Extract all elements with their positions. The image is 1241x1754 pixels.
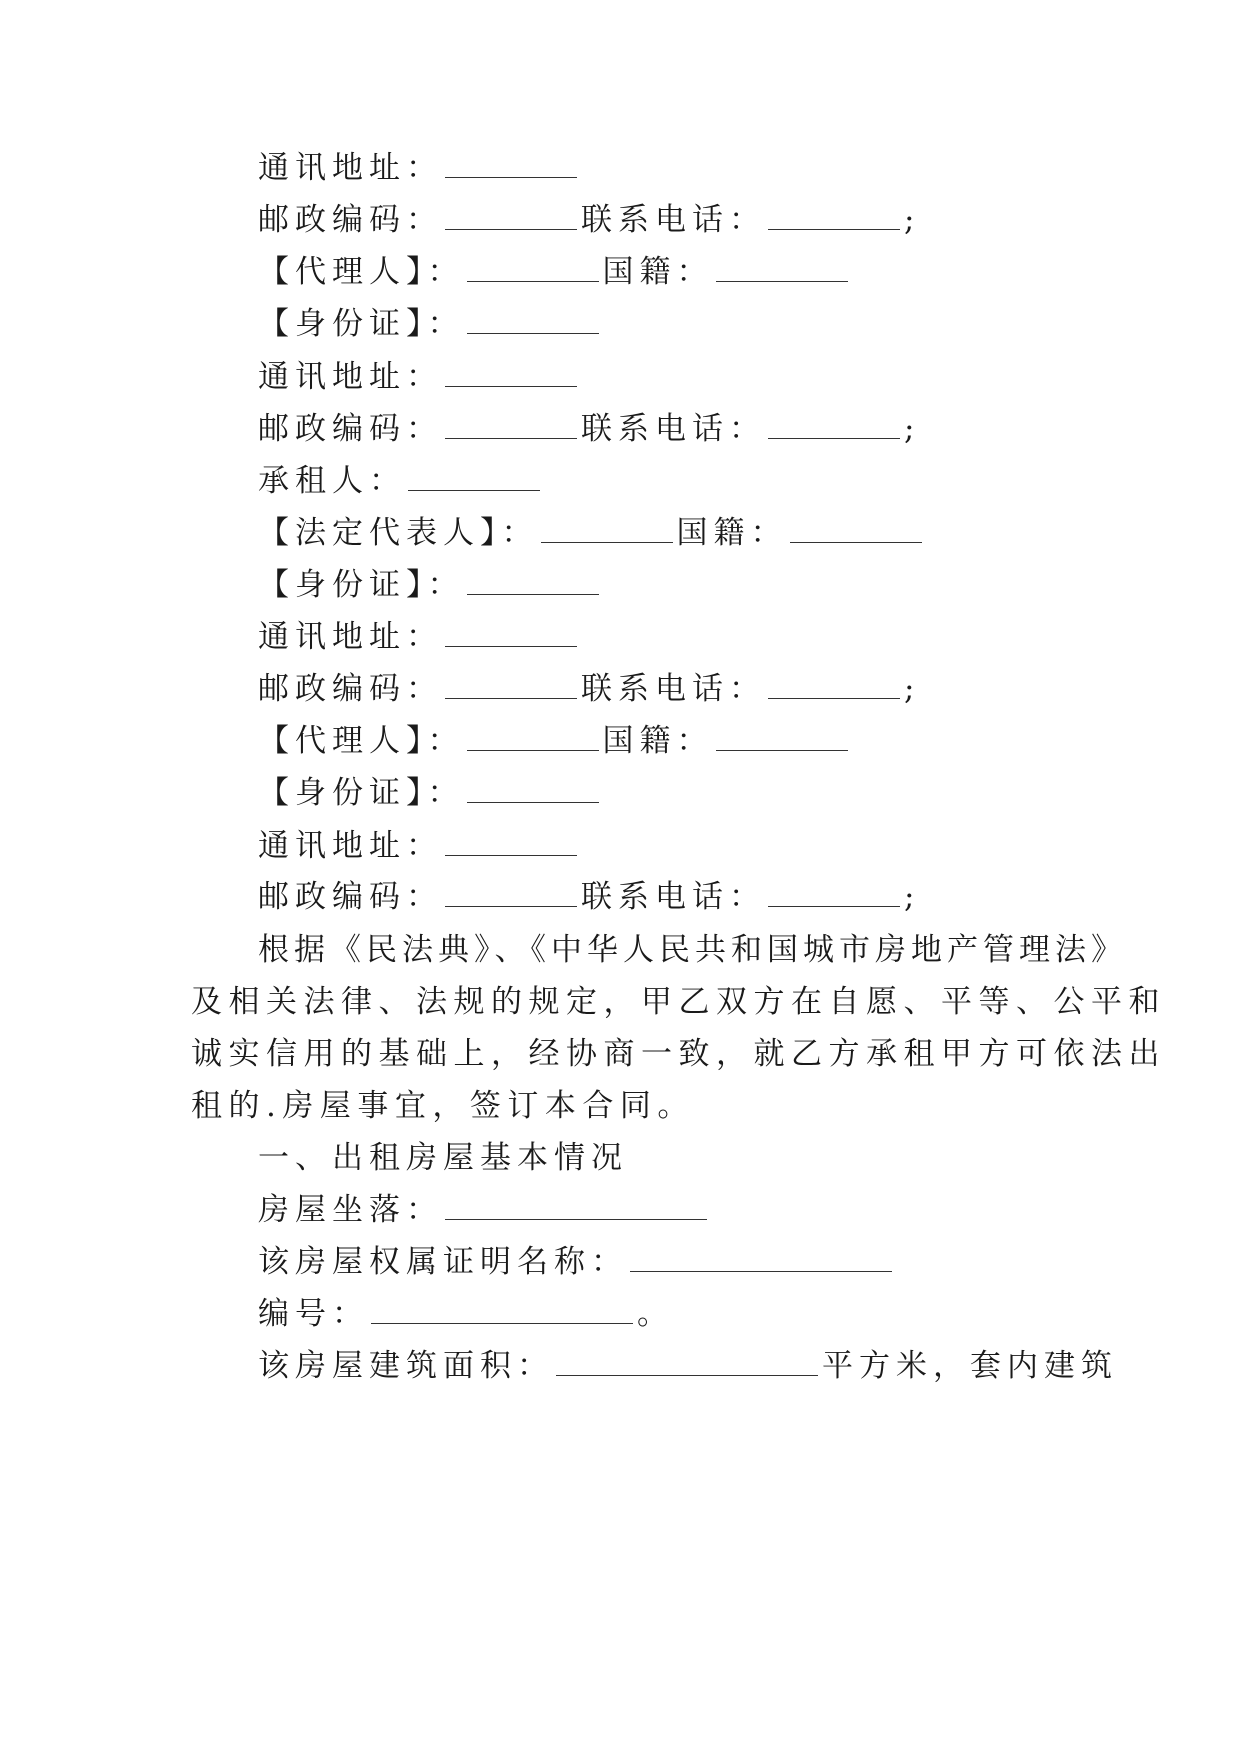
address-label: 通讯地址：: [258, 359, 443, 395]
cert-label: 该房屋权属证明名称：: [258, 1244, 628, 1280]
nationality-blank[interactable]: [716, 255, 848, 282]
agent-label: 【代理人】：: [258, 254, 465, 290]
legal-rep-blank[interactable]: [541, 516, 673, 543]
cert-line: [258, 1242, 896, 1282]
paragraph-text: 租的.房屋事宜，签订本合同。: [191, 1088, 695, 1124]
id-card-blank[interactable]: [467, 776, 599, 803]
line-end-semicolon: ;: [904, 411, 921, 447]
section-heading: [258, 1138, 628, 1178]
postcode-blank[interactable]: [445, 412, 577, 439]
tenant-blank[interactable]: [408, 464, 540, 491]
phone-blank[interactable]: [768, 672, 900, 699]
address-line: [258, 148, 581, 188]
cert-blank[interactable]: [630, 1245, 892, 1272]
address-line: [258, 357, 581, 397]
postcode-blank[interactable]: [445, 880, 577, 907]
id-card-line: [258, 304, 603, 344]
postcode-label: 邮政编码：: [258, 671, 443, 707]
address-line: [258, 826, 581, 866]
line-end-semicolon: ;: [904, 202, 921, 238]
agent-blank[interactable]: [467, 255, 599, 282]
agent-line: [258, 721, 852, 761]
location-blank[interactable]: [445, 1193, 707, 1220]
section-heading-text: 一、出租房屋基本情况: [258, 1140, 628, 1176]
legal-rep-label: 【法定代表人】：: [258, 515, 539, 551]
number-blank[interactable]: [371, 1297, 633, 1324]
phone-label: 联系电话：: [581, 671, 766, 707]
agent-label: 【代理人】：: [258, 723, 465, 759]
area-label: 该房屋建筑面积：: [258, 1348, 554, 1384]
id-card-label: 【身份证】：: [258, 306, 465, 342]
nationality-label: 国籍：: [602, 254, 714, 290]
id-card-line: [258, 565, 603, 605]
postcode-label: 邮政编码：: [258, 879, 443, 915]
legal-rep-line: [258, 513, 926, 553]
address-label: 通讯地址：: [258, 828, 443, 864]
line-end-semicolon: ;: [904, 671, 921, 707]
address-label: 通讯地址：: [258, 619, 443, 655]
phone-label: 联系电话：: [581, 411, 766, 447]
address-label: 通讯地址：: [258, 150, 443, 186]
postcode-label: 邮政编码：: [258, 411, 443, 447]
nationality-blank[interactable]: [790, 516, 922, 543]
number-line: [258, 1294, 674, 1334]
postcode-label: 邮政编码：: [258, 202, 443, 238]
number-label: 编号：: [258, 1296, 369, 1332]
id-card-line: [258, 773, 603, 813]
area-tail: 平方米，套内建筑: [822, 1348, 1118, 1384]
phone-label: 联系电话：: [581, 202, 766, 238]
postcode-blank[interactable]: [445, 672, 577, 699]
id-card-blank[interactable]: [467, 568, 599, 595]
line-end-semicolon: ;: [904, 879, 921, 915]
postcode-blank[interactable]: [445, 203, 577, 230]
paragraph-text: 根据《民法典》、《中华人民共和国城市房地产管理法》: [258, 932, 1127, 968]
phone-blank[interactable]: [768, 203, 900, 230]
paragraph-line: [191, 1034, 1166, 1074]
paragraph-text: 诚实信用的基础上，经协商一致，就乙方承租甲方可依法出: [191, 1036, 1166, 1072]
nationality-label: 国籍：: [676, 515, 788, 551]
postcode-phone-line: [258, 877, 920, 917]
tenant-line: [258, 461, 544, 501]
phone-label: 联系电话：: [581, 879, 766, 915]
location-line: [258, 1190, 711, 1230]
number-tail: 。: [637, 1296, 674, 1332]
address-blank[interactable]: [445, 360, 577, 387]
nationality-blank[interactable]: [716, 724, 848, 751]
nationality-label: 国籍：: [602, 723, 714, 759]
postcode-phone-line: [258, 669, 920, 709]
id-card-label: 【身份证】：: [258, 567, 465, 603]
id-card-blank[interactable]: [467, 307, 599, 334]
agent-blank[interactable]: [467, 724, 599, 751]
area-line: [258, 1346, 1118, 1386]
location-label: 房屋坐落：: [258, 1192, 443, 1228]
id-card-label: 【身份证】：: [258, 775, 465, 811]
address-blank[interactable]: [445, 829, 577, 856]
postcode-phone-line: [258, 200, 920, 240]
address-blank[interactable]: [445, 151, 577, 178]
address-line: [258, 617, 581, 657]
paragraph-text: 及相关法律、法规的规定，甲乙双方在自愿、平等、公平和: [191, 984, 1166, 1020]
area-blank[interactable]: [556, 1349, 818, 1376]
tenant-label: 承租人：: [258, 463, 406, 499]
postcode-phone-line: [258, 409, 920, 449]
address-blank[interactable]: [445, 620, 577, 647]
paragraph-line: [191, 1086, 695, 1126]
paragraph-line: [258, 930, 1127, 970]
phone-blank[interactable]: [768, 412, 900, 439]
agent-line: [258, 252, 852, 292]
phone-blank[interactable]: [768, 880, 900, 907]
paragraph-line: [191, 982, 1166, 1022]
